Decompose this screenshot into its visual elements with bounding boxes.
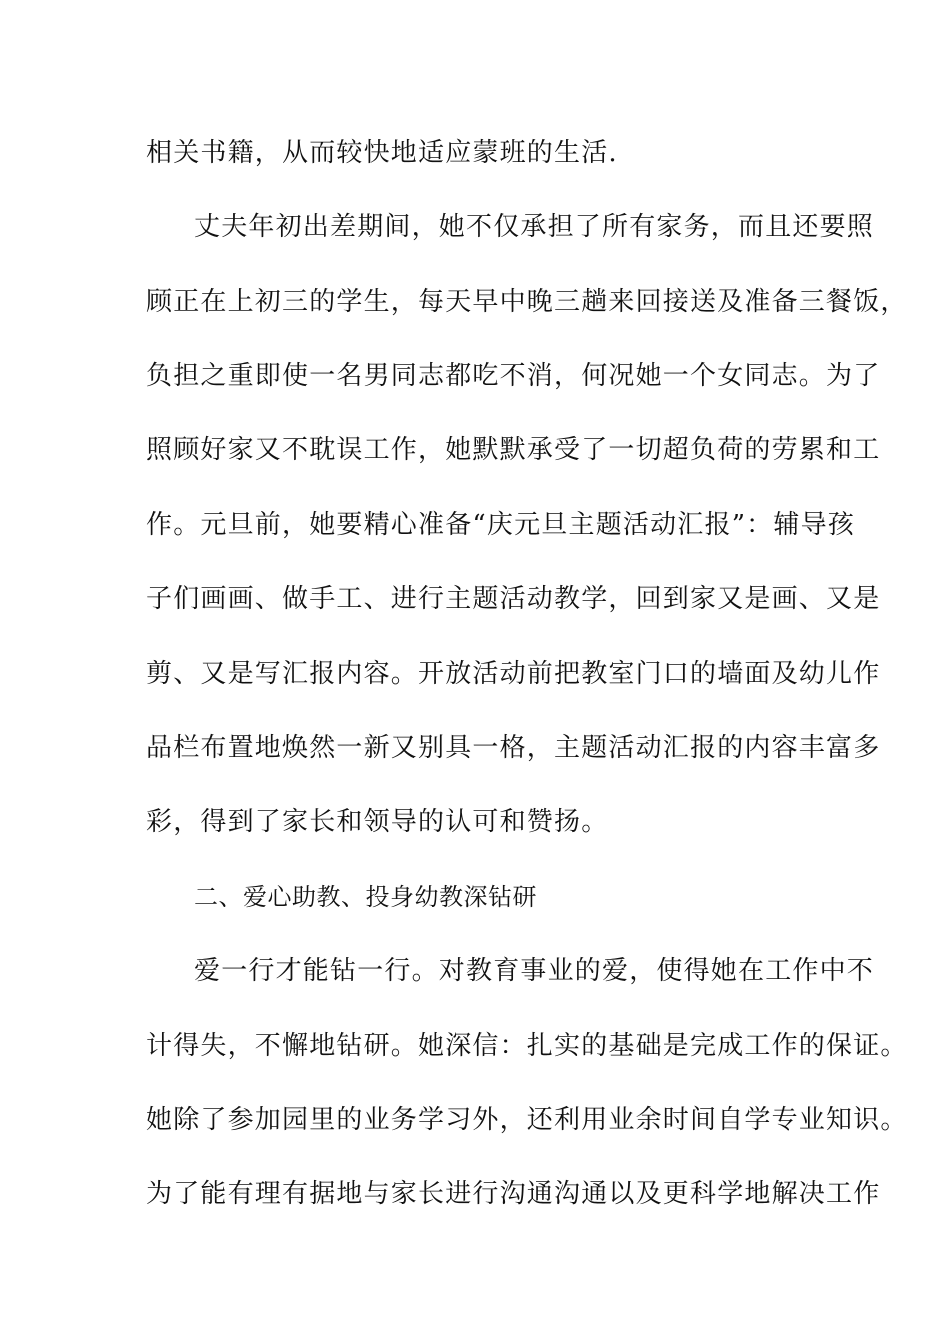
paragraph-line: 品栏布置地焕然一新又别具一格，主题活动汇报的内容丰富多	[146, 733, 881, 763]
paragraph-line: 为了能有理有据地与家长进行沟通沟通以及更科学地解决工作	[146, 1179, 881, 1209]
paragraph-line: 爱一行才能钻一行。对教育事业的爱，使得她在工作中不	[194, 956, 875, 986]
paragraph-line: 丈夫年初出差期间，她不仅承担了所有家务，而且还要照	[194, 212, 875, 242]
paragraph-line: 负担之重即使一名男同志都吃不消，何况她一个女同志。为了	[146, 361, 881, 391]
paragraph-line: 子们画画、做手工、进行主题活动教学，回到家又是画、又是	[146, 584, 881, 614]
paragraph-line: 剪、又是写汇报内容。开放活动前把教室门口的墙面及幼儿作	[146, 659, 881, 689]
paragraph-line: 计得失，不懈地钻研。她深信：扎实的基础是完成工作的保证。	[146, 1031, 908, 1061]
paragraph-line: 相关书籍，从而较快地适应蒙班的生活.	[146, 138, 618, 168]
paragraph-line: 彩，得到了家长和领导的认可和赞扬。	[146, 807, 609, 837]
paragraph-line: 她除了参加园里的业务学习外，还利用业余时间自学专业知识。	[146, 1105, 908, 1135]
paragraph-line: 顾正在上初三的学生，每天早中晚三趟来回接送及准备三餐饭，	[146, 287, 908, 317]
paragraph-line: 作。元旦前，她要精心准备“庆元旦主题活动汇报”：辅导孩	[146, 510, 855, 540]
section-heading: 二、爱心助教、投身幼教深钻研	[194, 883, 537, 911]
paragraph-line: 照顾好家又不耽误工作，她默默承受了一切超负荷的劳累和工	[146, 435, 881, 465]
